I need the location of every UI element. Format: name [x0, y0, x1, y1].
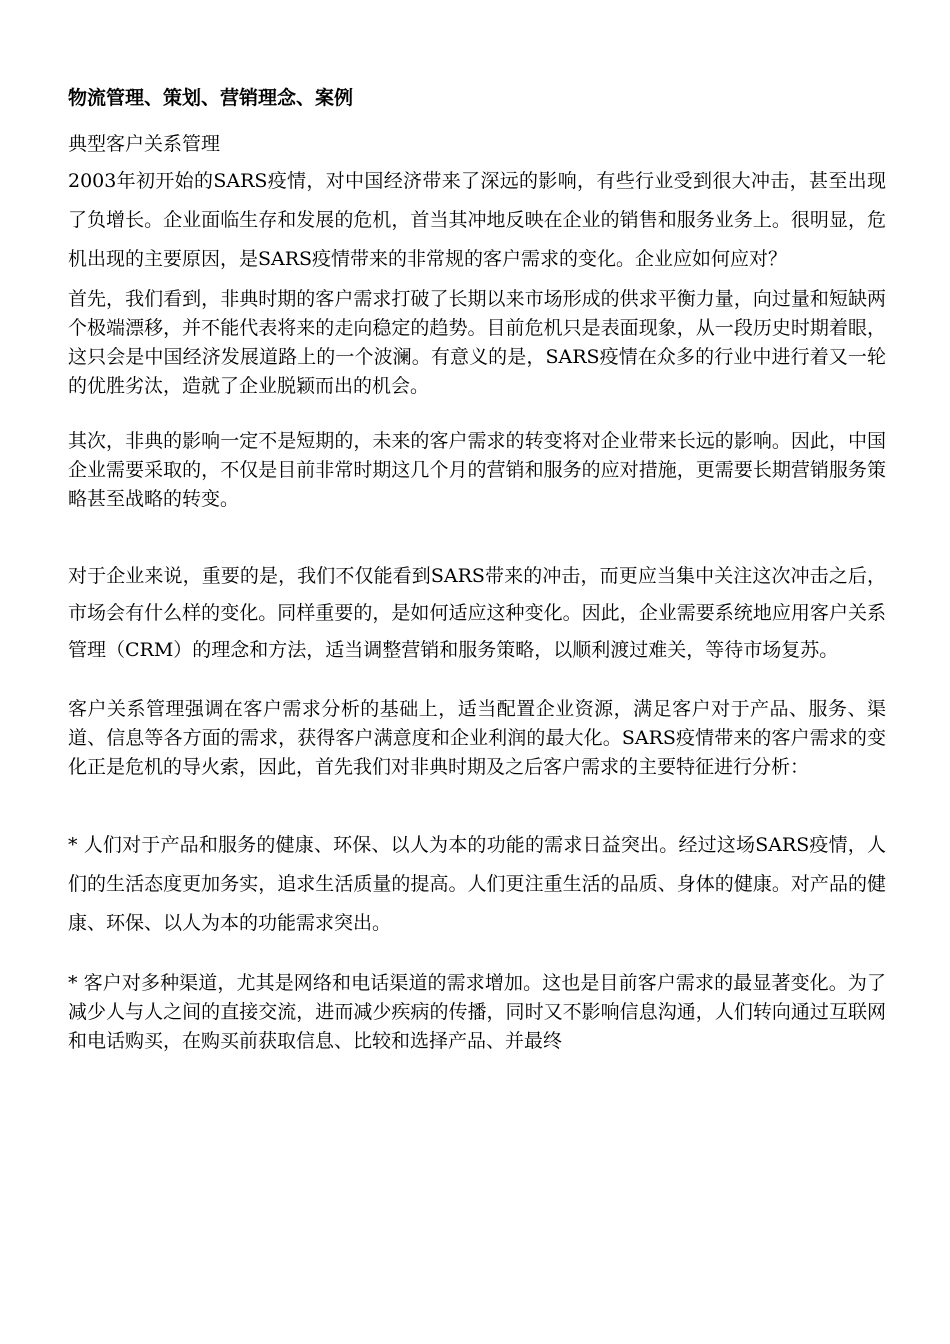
paragraph-2: 首先，我们看到，非典时期的客户需求打破了长期以来市场形成的供求平衡力量，向过量和短缺两个极端漂移，并不能代表将来的走向稳定的趋势。目前危机只是表面现象，从一段历史时期着眼，这只会是中国经济发展道路上的一个波澜。有意义的是，SARS疫情在众多的行业中进行着又一轮的优胜劣汰，造就了企业脱颖而出的机会。 — [68, 288, 886, 397]
bullet-item-1: * 人们对于产品和服务的健康、环保、以人为本的功能的需求日益突出。经过这场SARS疫情，人们的生活态度更加务实，追求生活质量的提高。人们更注重生活的品质、身体的健康。对产品的健康、环保、以人为本的功能需求突出。 — [68, 834, 886, 934]
document-page — [68, 84, 886, 1056]
paragraph-4: 对于企业来说，重要的是，我们不仅能看到SARS带来的冲击，而更应当集中关注这次冲击之后，市场会有什么样的变化。同样重要的，是如何适应这种变化。因此，企业需要系统地应用客户关系管理（CRM）的理念和方法，适当调整营销和服务策略，以顺利渡过难关，等待市场复苏。 — [68, 565, 886, 661]
bullet-item-2: * 客户对多种渠道，尤其是网络和电话渠道的需求增加。这也是目前客户需求的最显著变化。为了减少人与人之间的直接交流，进而减少疾病的传播，同时又不影响信息沟通，人们转向通过互联网和电话购买，在购买前获取信息、比较和选择产品、并最终 — [68, 972, 886, 1052]
document-title: 物流管理、策划、营销理念、案例 — [68, 87, 354, 109]
paragraph-3: 其次，非典的影响一定不是短期的，未来的客户需求的转变将对企业带来长远的影响。因此，中国企业需要采取的，不仅是目前非常时期这几个月的营销和服务的应对措施，更需要长期营销服务策略甚至战略的转变。 — [68, 430, 886, 510]
paragraph-1: 2003年初开始的SARS疫情，对中国经济带来了深远的影响，有些行业受到很大冲击，甚至出现了负增长。企业面临生存和发展的危机，首当其冲地反映在企业的销售和服务业务上。很明显，危机出现的主要原因，是SARS疫情带来的非常规的客户需求的变化。企业应如何应对？ — [68, 170, 886, 270]
paragraph-5: 客户关系管理强调在客户需求分析的基础上，适当配置企业资源，满足客户对于产品、服务、渠道、信息等各方面的需求，获得客户满意度和企业利润的最大化。SARS疫情带来的客户需求的变化正是危机的导火索，因此，首先我们对非典时期及之后客户需求的主要特征进行分析： — [68, 698, 886, 778]
document-subtitle: 典型客户关系管理 — [68, 133, 221, 155]
